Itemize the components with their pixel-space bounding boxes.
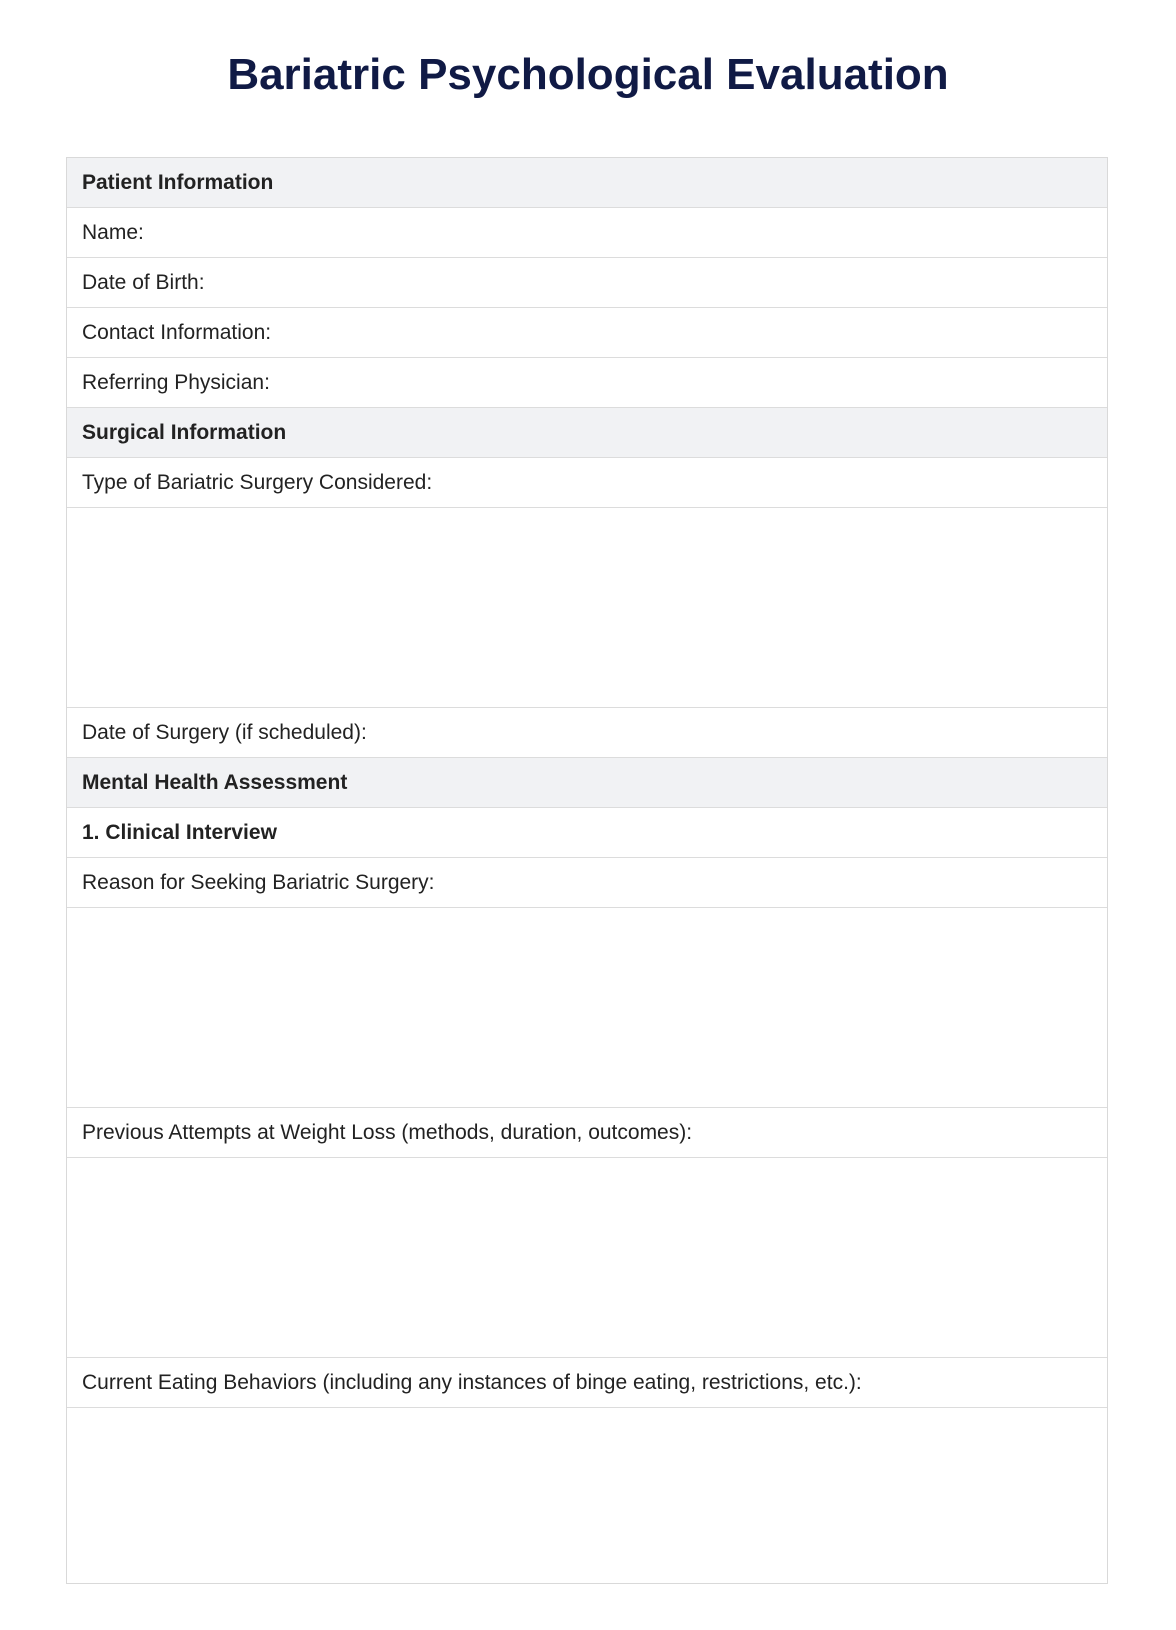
evaluation-form-table [66, 157, 1108, 1584]
surgery-type-label: Type of Bariatric Surgery Considered: [67, 458, 1107, 508]
surgery-date-field[interactable]: Date of Surgery (if scheduled): [67, 708, 1107, 758]
previous-attempts-label: Previous Attempts at Weight Loss (methods, duration, outcomes): [67, 1108, 1107, 1158]
previous-attempts-answer-area[interactable] [67, 1158, 1107, 1358]
date-of-birth-field[interactable]: Date of Birth: [67, 258, 1107, 308]
reason-answer-area[interactable] [67, 908, 1107, 1108]
surgery-type-answer-area[interactable] [67, 508, 1107, 708]
subsection-clinical-interview: 1. Clinical Interview [67, 808, 1107, 858]
section-header-mental-health-assessment: Mental Health Assessment [67, 758, 1107, 808]
contact-information-field[interactable]: Contact Information: [67, 308, 1107, 358]
eating-behaviors-answer-area[interactable] [67, 1408, 1107, 1583]
reason-label: Reason for Seeking Bariatric Surgery: [67, 858, 1107, 908]
eating-behaviors-label: Current Eating Behaviors (including any instances of binge eating, restrictions, etc.): [67, 1358, 1107, 1408]
section-header-surgical-information: Surgical Information [67, 408, 1107, 458]
page-title: Bariatric Psychological Evaluation [227, 50, 949, 99]
name-field[interactable]: Name: [67, 208, 1107, 258]
referring-physician-field[interactable]: Referring Physician: [67, 358, 1107, 408]
section-header-patient-information: Patient Information [67, 158, 1107, 208]
